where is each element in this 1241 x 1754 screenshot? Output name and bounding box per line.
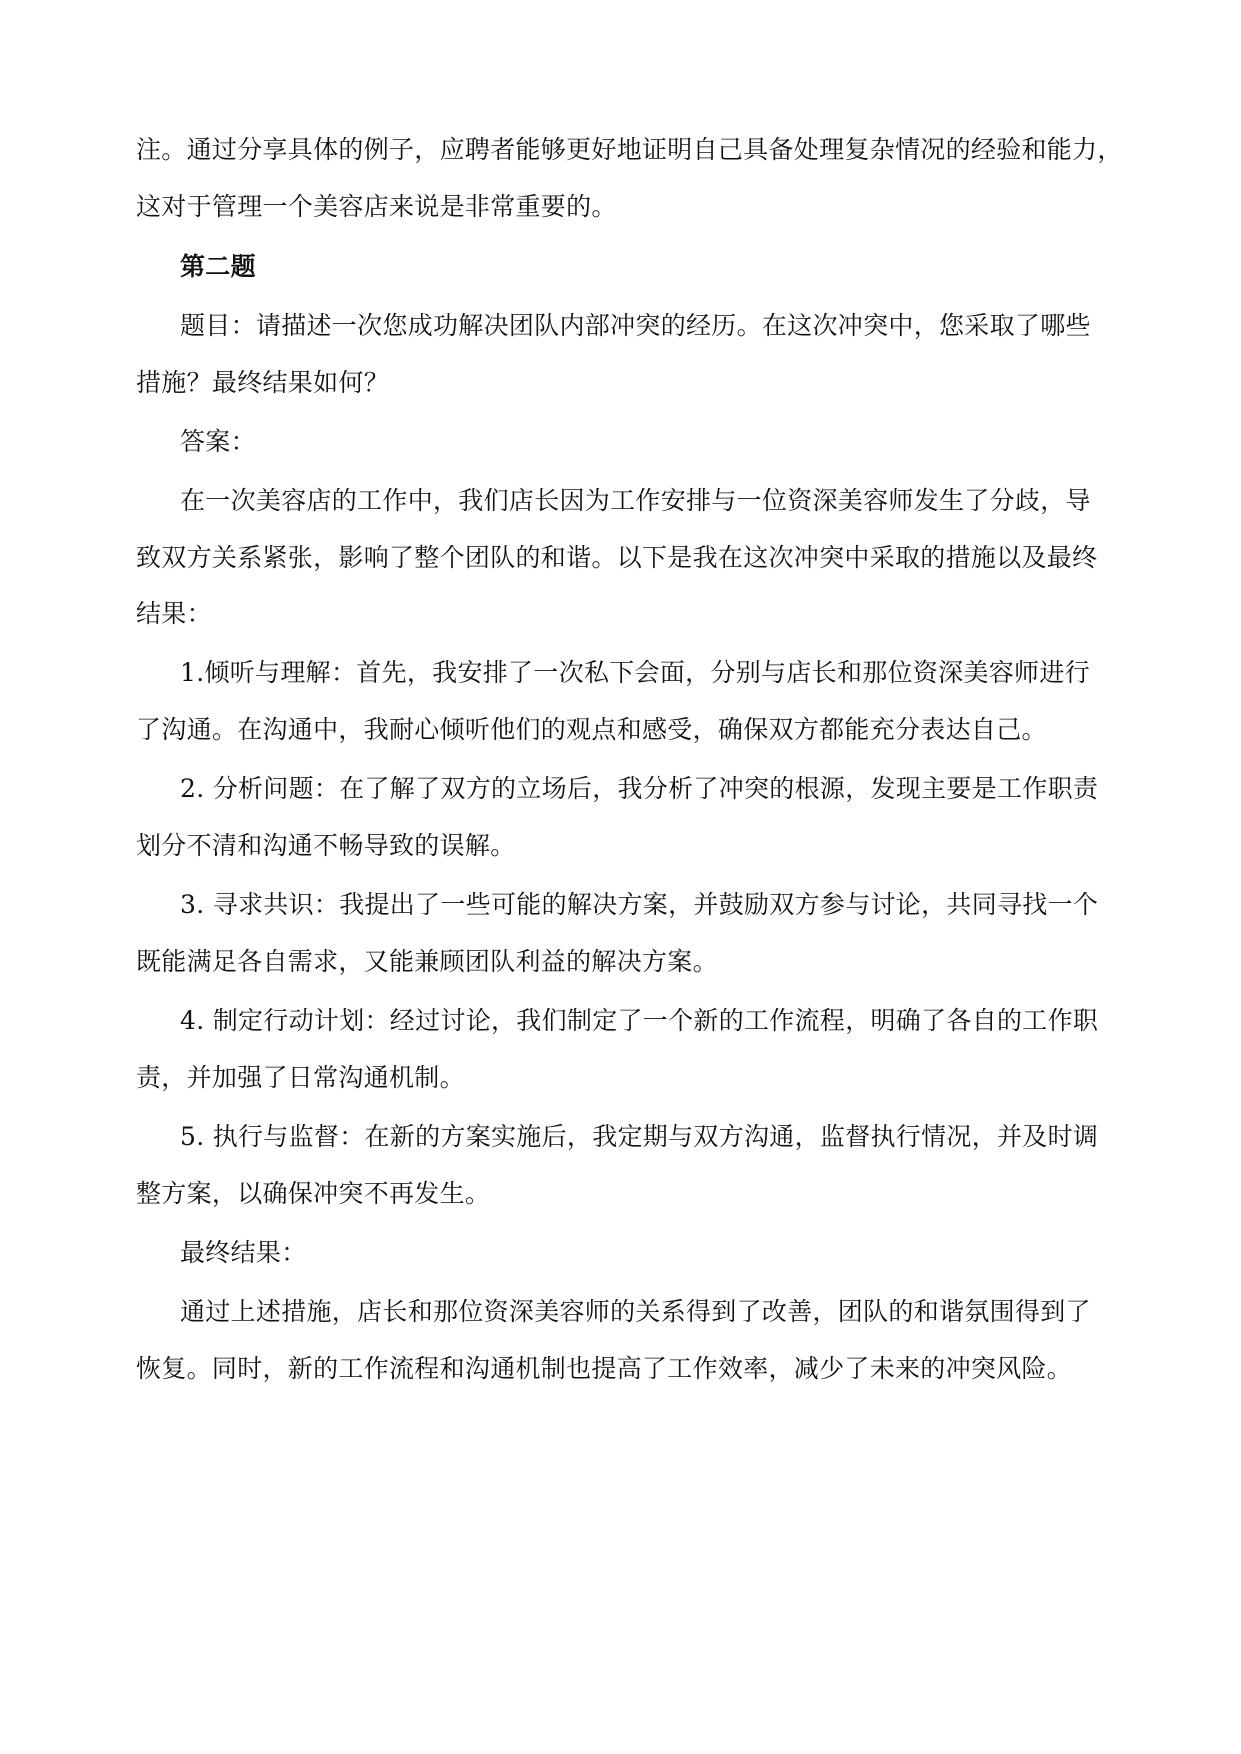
intro-line-2: 致双方关系紧张，影响了整个团队的和谐。以下是我在这次冲突中采取的措施以及最终 (136, 543, 1098, 572)
step-3-line-1: 3. 寻求共识：我提出了一些可能的解决方案，并鼓励双方参与讨论，共同寻找一个 (180, 890, 1099, 919)
continuation-line-1: 注。通过分享具体的例子，应聘者能够更好地证明自己具备处理复杂情况的经验和能力， (136, 135, 1123, 164)
question-line-2: 措施？最终结果如何？ (136, 368, 390, 397)
result-label: 最终结果： (180, 1238, 307, 1267)
step-5-line-1: 5. 执行与监督：在新的方案实施后，我定期与双方沟通，监督执行情况，并及时调 (180, 1122, 1099, 1151)
result-line-2: 恢复。同时，新的工作流程和沟通机制也提高了工作效率，减少了未来的冲突风险。 (136, 1354, 1073, 1383)
continuation-line-2: 这对于管理一个美容店来说是非常重要的。 (136, 192, 617, 221)
result-line-1: 通过上述措施，店长和那位资深美容师的关系得到了改善，团队的和谐氛围得到了 (180, 1297, 1091, 1326)
question-line-1: 题目：请描述一次您成功解决团队内部冲突的经历。在这次冲突中，您采取了哪些 (180, 311, 1091, 340)
step-2-line-2: 划分不清和沟通不畅导致的误解。 (136, 831, 516, 860)
section-title: 第二题 (180, 252, 256, 281)
step-4-line-2: 责，并加强了日常沟通机制。 (136, 1063, 465, 1092)
answer-label: 答案： (180, 427, 256, 456)
step-2-line-1: 2. 分析问题：在了解了双方的立场后，我分析了冲突的根源，发现主要是工作职责 (180, 774, 1099, 803)
step-5-line-2: 整方案，以确保冲突不再发生。 (136, 1179, 491, 1208)
step-4-line-1: 4. 制定行动计划：经过讨论，我们制定了一个新的工作流程，明确了各自的工作职 (180, 1006, 1099, 1035)
intro-line-3: 结果： (136, 599, 212, 628)
step-3-line-2: 既能满足各自需求，又能兼顾团队利益的解决方案。 (136, 947, 718, 976)
step-1-line-2: 了沟通。在沟通中，我耐心倾听他们的观点和感受，确保双方都能充分表达自己。 (136, 715, 1047, 744)
step-1-line-1: 1.倾听与理解：首先，我安排了一次私下会面，分别与店长和那位资深美容师进行 (180, 658, 1090, 687)
intro-line-1: 在一次美容店的工作中，我们店长因为工作安排与一位资深美容师发生了分歧，导 (180, 486, 1091, 515)
